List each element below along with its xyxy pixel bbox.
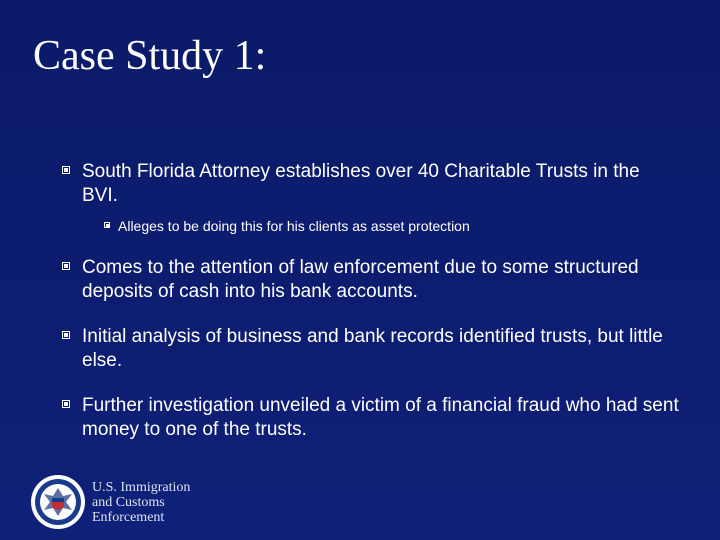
bullet-text: Further investigation unveiled a victim of a financial fraud who had sent money to one of the trusts. bbox=[82, 395, 679, 440]
bullet-list bbox=[60, 160, 680, 442]
bullet-item bbox=[60, 160, 680, 235]
square-sub-bullet-icon bbox=[104, 222, 110, 228]
agency-line-1: U.S. Immigration bbox=[92, 480, 191, 495]
square-bullet-icon bbox=[62, 331, 70, 339]
slide-title: Case Study 1: bbox=[33, 33, 267, 79]
dhs-seal-icon bbox=[30, 474, 86, 530]
sub-bullet-text: Alleges to be doing this for his clients as asset protection bbox=[118, 218, 470, 234]
bullet-item bbox=[60, 394, 680, 442]
square-bullet-icon bbox=[62, 262, 70, 270]
agency-line-2: and Customs bbox=[92, 495, 165, 510]
agency-line-3: Enforcement bbox=[92, 510, 165, 525]
square-bullet-icon bbox=[62, 166, 70, 174]
bullet-text: Initial analysis of business and bank records identified trusts, but little else. bbox=[82, 326, 663, 371]
square-bullet-icon bbox=[62, 400, 70, 408]
ice-logo bbox=[30, 474, 215, 530]
bullet-text: South Florida Attorney establishes over 40 Charitable Trusts in the BVI. bbox=[82, 161, 640, 206]
bullet-item bbox=[60, 256, 680, 304]
sub-bullet-item bbox=[104, 217, 680, 235]
bullet-item bbox=[60, 325, 680, 373]
bullet-text: Comes to the attention of law enforcement due to some structured deposits of cash into his bank accounts. bbox=[82, 257, 639, 302]
agency-name bbox=[92, 480, 190, 525]
